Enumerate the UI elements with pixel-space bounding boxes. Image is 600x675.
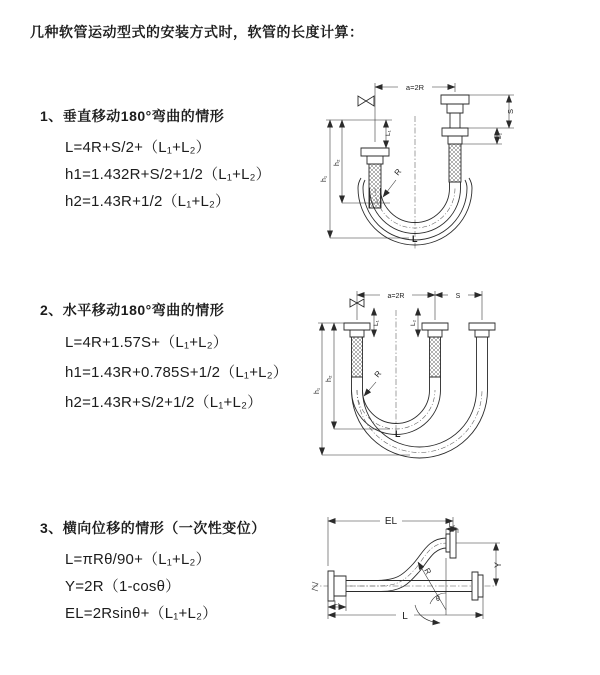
flange (361, 148, 389, 156)
dim-label-span: a=2R (405, 83, 425, 92)
flange (367, 156, 383, 164)
left-pipe-assembly (344, 323, 370, 377)
section-1-formulas (40, 134, 271, 215)
page-title: 几种软管运动型式的安装方式时，软管的长度计算： (30, 24, 364, 40)
flange (472, 572, 478, 600)
formula-line: h1=1.432R+S/2+1/2（L₁+L₂） (65, 166, 271, 183)
formula-line: h1=1.43R+0.785S+1/2（L₁+L₂） (65, 364, 288, 381)
formula-line: L=πRθ/90+（L₁+L₂） (65, 551, 211, 568)
flange (448, 136, 462, 144)
diagram-lateral-displacement (300, 500, 600, 660)
section-3-formulas (40, 546, 266, 627)
braid-section (369, 164, 381, 208)
flange (478, 575, 483, 597)
dim-label-length: L (402, 611, 408, 622)
dim-label-s: S (506, 108, 515, 114)
dim-label-l1: L₁ (385, 130, 392, 136)
flange (447, 104, 463, 113)
flange (446, 534, 450, 552)
dim-label-span: a=2R (387, 293, 405, 300)
diagram-horizontal-180-bend (310, 282, 600, 464)
section-3-heading: 3、横向位移的情形（一次性变位） (40, 520, 266, 536)
flange (450, 528, 456, 558)
right-flange-assembly (472, 572, 483, 600)
dim-label-theta: θ (436, 596, 440, 603)
hose-displaced-position (346, 538, 450, 592)
dimension-length (328, 597, 483, 622)
flange (441, 95, 469, 104)
flange (350, 330, 364, 337)
left-pipe-assembly (361, 148, 389, 208)
formula-line: h2=1.43R+1/2（L₁+L₂） (65, 193, 231, 210)
hose-u-bend-position2 (352, 360, 488, 458)
dim-label-l1: L₁ (373, 320, 380, 326)
valve-icon (358, 96, 374, 106)
dim-label-y: Y (493, 561, 503, 568)
left-flange-assembly (328, 571, 346, 601)
formula-line: Y=2R（1-cosθ） (65, 578, 181, 595)
flange (475, 330, 489, 337)
dim-label-radius: R (392, 167, 404, 178)
dim-label-l1: L₁ (334, 600, 340, 607)
dim-label-h1: h₁ (321, 175, 328, 182)
radius-annotation (364, 369, 383, 396)
diagram-vertical-180-bend (312, 70, 590, 262)
formula-line: h2=1.43R+S/2+1/2（L₁+L₂） (65, 394, 263, 411)
flange (328, 571, 334, 601)
braid-section (430, 337, 441, 377)
dim-label-h1: h₁ (314, 387, 321, 394)
braid-section (449, 144, 461, 182)
dim-label-l2: L₂ (410, 319, 417, 326)
dimension-l2 (410, 308, 418, 337)
radius-annotation (383, 167, 403, 197)
flange (442, 128, 468, 136)
dim-label-length: L (395, 429, 401, 439)
formula-line: L=4R+1.57S+（L₁+L₂） (65, 334, 228, 351)
dim-label-radius: R (422, 566, 433, 577)
braid-section (352, 337, 363, 377)
upper-flange-assembly (446, 528, 456, 558)
middle-pipe-assembly (422, 323, 448, 377)
dim-label-h2: h₂ (334, 159, 341, 166)
dim-label-el: EL (384, 516, 398, 527)
right-pipe-assembly (441, 95, 469, 182)
dim-label-l2: L₂ (496, 132, 503, 139)
centerline-break-mark (312, 582, 318, 591)
dim-label-l2: L₂ (448, 522, 456, 529)
section-2-heading: 2、水平移动180°弯曲的情形 (40, 302, 225, 318)
flange (428, 330, 442, 337)
flange (344, 323, 370, 330)
flange (469, 323, 495, 330)
dimension-l1 (373, 308, 380, 337)
swing-arrow (415, 605, 440, 623)
dim-label-s: S (455, 293, 461, 300)
dim-label-h2: h₂ (326, 375, 333, 382)
section-2-formulas (40, 328, 288, 418)
section-1-heading: 1、垂直移动180°弯曲的情形 (40, 108, 225, 124)
section-1 (40, 106, 271, 215)
dim-label-length: L (412, 234, 418, 244)
section-2 (40, 300, 288, 418)
dim-label-radius: R (372, 369, 384, 380)
dimension-l1 (385, 120, 392, 148)
formula-line: EL=2Rsinθ+（L₁+L₂） (65, 605, 218, 622)
formula-line: L=4R+S/2+（L₁+L₂） (65, 139, 211, 156)
flange (422, 323, 448, 330)
flange (334, 576, 346, 596)
dimension-span (357, 291, 482, 320)
section-3 (40, 518, 266, 627)
right-pipe-assembly (469, 323, 495, 360)
